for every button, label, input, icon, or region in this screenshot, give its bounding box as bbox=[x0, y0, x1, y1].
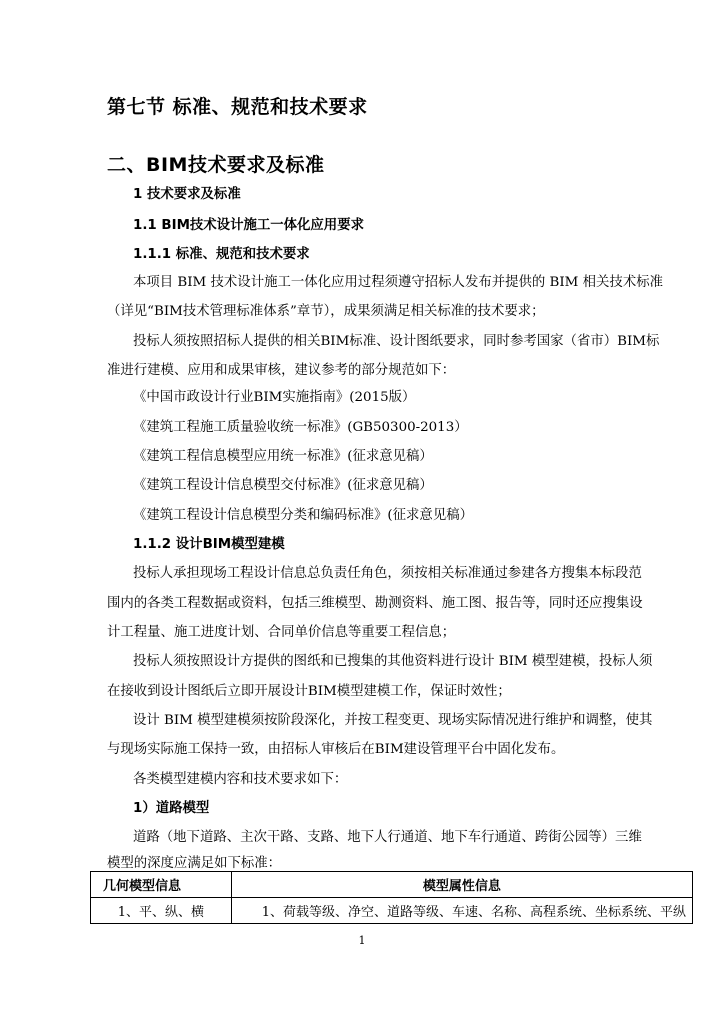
heading-1-1-1: 1.1.1 标准、规范和技术要求 bbox=[133, 247, 310, 262]
reference-item: 《建筑工程信息模型应用统一标准》(征求意见稿） bbox=[133, 449, 433, 464]
table-row bbox=[91, 898, 693, 924]
reference-item: 《建筑工程设计信息模型分类和编码标准》(征求意见稿） bbox=[133, 508, 473, 523]
heading-1: 1 技术要求及标准 bbox=[133, 187, 241, 202]
para3-line3: 计工程量、施工进度计划、合同单价信息等重要工程信息； bbox=[107, 625, 456, 640]
reference-item: 《建筑工程施工质量验收统一标准》(GB50300-2013） bbox=[133, 420, 468, 435]
para1-line1: 本项目 BIM 技术设计施工一体化应用过程须遵守招标人发布并提供的 BIM 相关技术标准 bbox=[133, 275, 663, 290]
para2-line2: 准进行建模、应用和成果审核，建议参考的部分规范如下： bbox=[107, 363, 456, 378]
reference-item: 《中国市政设计行业BIM实施指南》(2015版） bbox=[133, 390, 416, 405]
section-title: 第七节 标准、规范和技术要求 bbox=[107, 96, 368, 118]
table-header-cell: 几何模型信息 bbox=[91, 872, 232, 898]
para7-line2: 模型的深度应满足如下标准： bbox=[107, 856, 282, 871]
para6: 各类模型建模内容和技术要求如下： bbox=[133, 772, 348, 787]
para2-line1: 投标人须按照招标人提供的相关BIM标准、设计图纸要求，同时参考国家（省市）BIM标 bbox=[133, 334, 660, 349]
para3-line1: 投标人承担现场工程设计信息总负责任角色，须按相关标准通过参建各方搜集本标段范 bbox=[133, 566, 642, 581]
table-header-cell: 模型属性信息 bbox=[231, 872, 692, 898]
model-info-table bbox=[90, 871, 693, 924]
para3-line2: 围内的各类工程数据或资料，包括三维模型、勘测资料、施工图、报告等，同时还应搜集设 bbox=[107, 596, 643, 611]
table-cell: 1、荷载等级、净空、道路等级、车速、名称、高程系统、坐标系统、平纵 bbox=[231, 898, 692, 924]
chapter-title: 二、BIM技术要求及标准 bbox=[107, 154, 325, 176]
heading-road-model: 1）道路模型 bbox=[133, 801, 210, 816]
para4-line2: 在接收到设计图纸后立即开展设计BIM模型建模工作，保证时效性； bbox=[107, 684, 511, 699]
heading-1-1: 1.1 BIM技术设计施工一体化应用要求 bbox=[133, 218, 364, 233]
reference-item: 《建筑工程设计信息模型交付标准》(征求意见稿） bbox=[133, 478, 433, 493]
heading-1-1-2: 1.1.2 设计BIM模型建模 bbox=[133, 537, 285, 552]
para1-line2: （详见“BIM技术管理标准体系”章节），成果须满足相关标准的技术要求； bbox=[107, 304, 545, 319]
para5-line2: 与现场实际施工保持一致，由招标人审核后在BIM建设管理平台中固化发布。 bbox=[107, 742, 565, 757]
page-number: 1 bbox=[358, 934, 366, 947]
para5-line1: 设计 BIM 模型建模须按阶段深化，并按工程变更、现场实际情况进行维护和调整，使其 bbox=[133, 713, 653, 728]
para7-line1: 道路（地下道路、主次干路、支路、地下人行通道、地下车行通道、跨街公园等）三维 bbox=[133, 830, 642, 845]
table-header-row bbox=[91, 872, 693, 898]
table-cell: 1、平、纵、横 bbox=[91, 898, 232, 924]
para4-line1: 投标人须按照设计方提供的图纸和已搜集的其他资料进行设计 BIM 模型建模，投标人须 bbox=[133, 654, 653, 669]
